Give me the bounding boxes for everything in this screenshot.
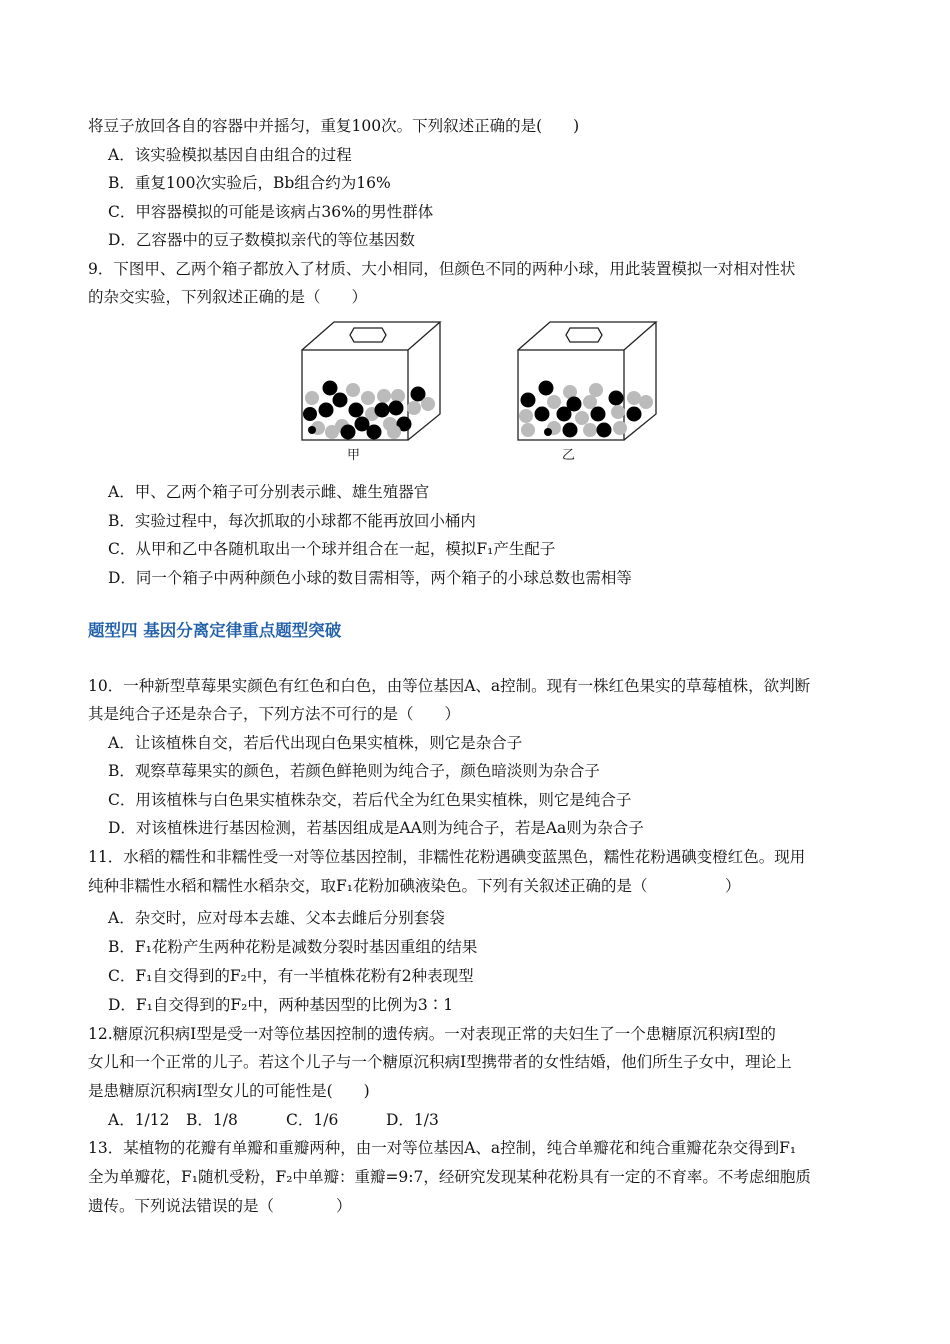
- q10-option-c: C．用该植株与白色果实植株杂交，若后代全为红色果实植株，则它是纯合子: [108, 791, 632, 809]
- q8-option-a: A．该实验模拟基因自由组合的过程: [108, 146, 352, 164]
- balls-jia: [303, 381, 435, 440]
- q10-option-a: A．让该植株自交，若后代出现白色果实植株，则它是杂合子: [108, 734, 523, 752]
- q10-option-b: B．观察草莓果实的颜色，若颜色鲜艳则为纯合子，颜色暗淡则为杂合子: [108, 762, 600, 780]
- q11-stem-line2: 纯种非糯性水稻和糯性水稻杂交，取F₁花粉加碘液染色。下列有关叙述正确的是（ ）: [88, 877, 741, 895]
- section-title: 题型四 基因分离定律重点题型突破: [88, 621, 342, 640]
- q10-option-d: D．对该植株进行基因检测，若基因组成是AA则为纯合子，若是Aa则为杂合子: [108, 819, 644, 837]
- q12-option-c: C．1/6: [286, 1111, 339, 1129]
- q8-option-c: C．甲容器模拟的可能是该病占36%的男性群体: [108, 203, 434, 221]
- box-jia: [302, 322, 440, 440]
- q11-option-a: A．杂交时，应对母本去雄、父本去雌后分别套袋: [108, 909, 445, 927]
- q10-stem-line1: 10．一种新型草莓果实颜色有红色和白色，由等位基因A、a控制。现有一株红色果实的草莓植株，欲判断: [88, 677, 811, 695]
- q9-option-d: D．同一个箱子中两种颜色小球的数目需相等，两个箱子的小球总数也需相等: [108, 569, 632, 587]
- q9-stem-line2: 的杂交实验，下列叙述正确的是（ ）: [88, 288, 368, 306]
- balls-yi: [519, 381, 653, 438]
- q12-stem-line2: 女儿和一个正常的儿子。若这个儿子与一个糖原沉积病Ⅰ型携带者的女性结婚，他们所生子女中，理论上: [88, 1053, 792, 1071]
- q9-stem-line1: 9．下图甲、乙两个箱子都放入了材质、大小相同，但颜色不同的两种小球，用此装置模拟一对相对性状: [88, 260, 796, 278]
- q12-option-a: A．1/12: [108, 1111, 170, 1129]
- q13-stem-line1: 13．某植物的花瓣有单瓣和重瓣两种，由一对等位基因A、a控制，纯合单瓣花和纯合重瓣花杂交得到F₁: [88, 1139, 797, 1157]
- q12-option-d: D．1/3: [386, 1111, 439, 1129]
- q8-option-d: D．乙容器中的豆子数模拟亲代的等位基因数: [108, 231, 415, 249]
- q11-option-d: D．F₁自交得到的F₂中，两种基因型的比例为3∶1: [108, 996, 454, 1014]
- q12-option-b: B．1/8: [186, 1111, 238, 1129]
- q9-option-a: A．甲、乙两个箱子可分别表示雌、雄生殖器官: [108, 483, 430, 501]
- q12-stem-line3: 是患糖原沉积病Ⅰ型女儿的可能性是( ): [88, 1082, 370, 1100]
- figure-label-jia: 甲: [347, 448, 361, 463]
- q9-option-b: B．实验过程中，每次抓取的小球都不能再放回小桶内: [108, 512, 476, 530]
- figure-label-yi: 乙: [562, 448, 576, 463]
- q11-stem-line1: 11．水稻的糯性和非糯性受一对等位基因控制，非糯性花粉遇碘变蓝黑色，糯性花粉遇碘变橙红色。现用: [88, 848, 806, 866]
- q9-option-c: C．从甲和乙中各随机取出一个球并组合在一起，模拟F₁产生配子: [108, 540, 556, 558]
- q12-stem-line1: 12.糖原沉积病Ⅰ型是受一对等位基因控制的遗传病。一对表现正常的夫妇生了一个患糖原沉积病Ⅰ型的: [88, 1025, 776, 1043]
- q8-option-b: B．重复100次实验后，Bb组合约为16%: [108, 174, 391, 192]
- q13-stem-line2: 全为单瓣花，F₁随机受粉，F₂中单瓣：重瓣=9:7，经研究发现某种花粉具有一定的不育率。不考虑细胞质: [88, 1168, 811, 1186]
- q10-stem-line2: 其是纯合子还是杂合子，下列方法不可行的是（ ）: [88, 705, 461, 723]
- q8-stem-cont: 将豆子放回各自的容器中并摇匀，重复100次。下列叙述正确的是( ): [88, 117, 580, 135]
- q11-option-c: C．F₁自交得到的F₂中，有一半植株花粉有2种表现型: [108, 967, 474, 985]
- q13-stem-line3: 遗传。下列说法错误的是（ ）: [88, 1197, 352, 1215]
- q11-option-b: B．F₁花粉产生两种花粉是减数分裂时基因重组的结果: [108, 938, 478, 956]
